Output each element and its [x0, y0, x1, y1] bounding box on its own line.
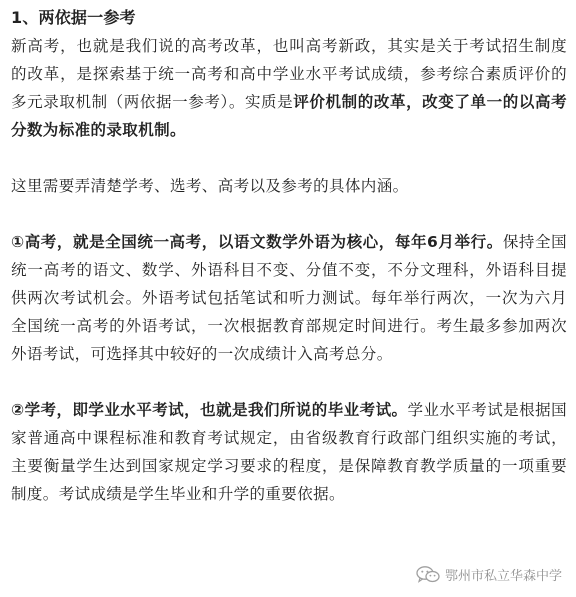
item2-text: 学业水平考试是根据国家普通高中课程标准和教育考试规定，由省级教育行政部门组织实施的考试，主要衡量学生达到国家规定学习要求的程度，是保障教育教学质量的一项重要制度。考试成绩是学生毕业和升学的重要依据。 [11, 401, 567, 503]
item1-text: 保持全国统一高考的语文、数学、外语科目不变、分值不变，不分文理科，外语科目提供两次考试机会。外语考试包括笔试和听力测试。每年举行两次，一次为六月全国统一高考的外语考试，一次根据教育部规定时间进行。考生最多参加两次外语考试，可选择其中较好的一次成绩计入高考总分。 [11, 233, 567, 363]
article [11, 4, 567, 508]
section1-paragraph [11, 32, 567, 144]
item2-paragraph [11, 396, 567, 508]
watermark [416, 565, 562, 584]
paragraph-gap [11, 200, 567, 228]
paragraph-gap [11, 368, 567, 396]
watermark-text: 鄂州市私立华森中学 [444, 569, 562, 584]
item1-paragraph [11, 228, 567, 368]
paragraph-gap [11, 144, 567, 172]
section1-bold-text: 评价机制的改革，改变了单一的以高考分数为标准的录取机制。 [11, 93, 567, 139]
item2-lead: ②学考，即学业水平考试，也就是我们所说的毕业考试。 [11, 401, 408, 419]
section1-text: 新高考，也就是我们说的高考改革，也叫高考新政，其实是关于考试招生制度的改革，是探索基于统一高考和高中学业水平考试成绩，参考综合素质评价的多元录取机制（两依据一参考）。实质是 [11, 37, 567, 111]
intro-paragraph: 这里需要弄清楚学考、选考、高考以及参考的具体内涵。 [11, 177, 409, 195]
section-title: 1、两依据一参考 [11, 8, 136, 27]
item1-lead: ①高考，就是全国统一高考，以语文数学外语为核心，每年6月举行。 [11, 233, 503, 251]
wechat-icon [416, 566, 440, 583]
